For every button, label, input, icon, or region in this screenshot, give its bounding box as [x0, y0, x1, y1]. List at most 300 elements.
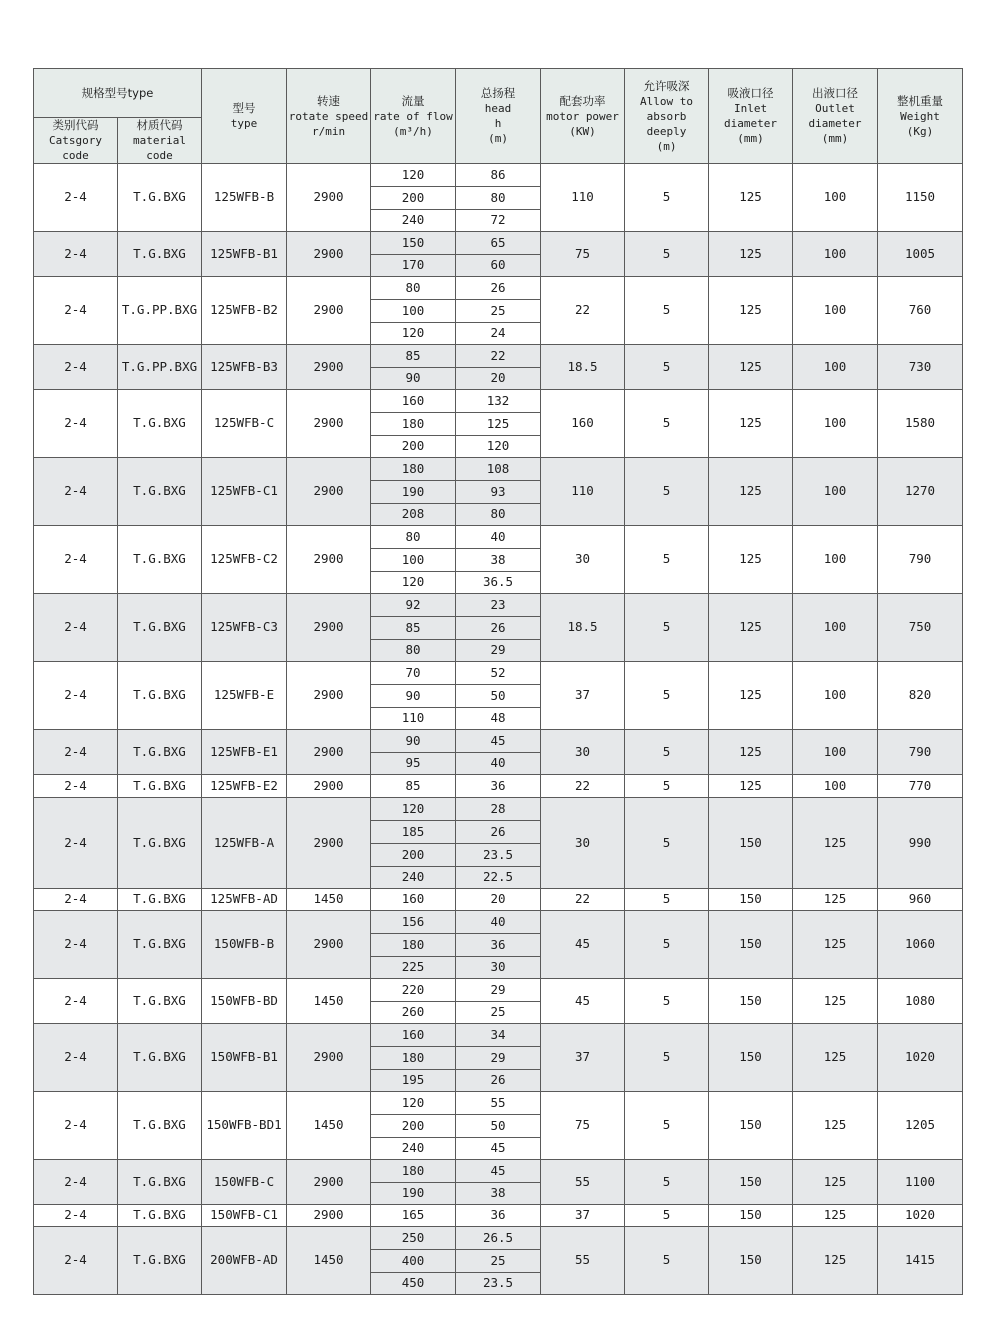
outlet-cell: 125: [793, 1205, 878, 1227]
suction-cell: 5: [625, 594, 709, 662]
model-cell: 200WFB-AD: [202, 1227, 287, 1295]
category-cell: 2-4: [34, 889, 118, 911]
outlet-cell: 100: [793, 277, 878, 345]
inlet-cell: 125: [709, 277, 793, 345]
head-cell: 38: [456, 1183, 541, 1205]
category-cell: 2-4: [34, 1024, 118, 1092]
category-cell: 2-4: [34, 798, 118, 889]
table-row: [34, 1092, 963, 1115]
flow-cell: 80: [371, 640, 456, 662]
table-row: [34, 345, 963, 368]
outlet-cell: 100: [793, 345, 878, 390]
model-cell: 125WFB-C2: [202, 526, 287, 594]
flow-cell: 180: [371, 934, 456, 957]
flow-cell: 90: [371, 368, 456, 390]
power-cell: 37: [541, 1024, 625, 1092]
head-cell: 23.5: [456, 844, 541, 867]
flow-cell: 120: [371, 798, 456, 821]
flow-cell: 180: [371, 1160, 456, 1183]
inlet-cell: 150: [709, 1092, 793, 1160]
flow-cell: 156: [371, 911, 456, 934]
speed-cell: 2900: [287, 526, 371, 594]
speed-cell: 2900: [287, 390, 371, 458]
head-cell: 86: [456, 164, 541, 187]
model-cell: 150WFB-B1: [202, 1024, 287, 1092]
flow-cell: 160: [371, 390, 456, 413]
model-cell: 125WFB-B: [202, 164, 287, 232]
category-cell: 2-4: [34, 730, 118, 775]
power-cell: 22: [541, 775, 625, 798]
speed-cell: 2900: [287, 458, 371, 526]
outlet-cell: 125: [793, 1227, 878, 1295]
head-cell: 108: [456, 458, 541, 481]
flow-cell: 260: [371, 1002, 456, 1024]
material-cell: T.G.BXG: [118, 889, 202, 911]
suction-cell: 5: [625, 1205, 709, 1227]
inlet-cell: 125: [709, 526, 793, 594]
head-cell: 36: [456, 934, 541, 957]
power-cell: 30: [541, 526, 625, 594]
inlet-cell: 150: [709, 889, 793, 911]
speed-cell: 1450: [287, 889, 371, 911]
material-cell: T.G.BXG: [118, 232, 202, 277]
table-row: [34, 232, 963, 255]
weight-cell: 1100: [878, 1160, 963, 1205]
flow-cell: 240: [371, 210, 456, 232]
flow-cell: 120: [371, 164, 456, 187]
inlet-cell: 150: [709, 1205, 793, 1227]
inlet-cell: 150: [709, 1160, 793, 1205]
flow-cell: 200: [371, 436, 456, 458]
material-cell: T.G.BXG: [118, 458, 202, 526]
flow-cell: 180: [371, 1047, 456, 1070]
table-row: [34, 458, 963, 481]
head-cell: 29: [456, 1047, 541, 1070]
head-cell: 80: [456, 187, 541, 210]
table-body: [34, 164, 963, 1295]
power-cell: 18.5: [541, 345, 625, 390]
speed-cell: 2900: [287, 164, 371, 232]
speed-cell: 2900: [287, 730, 371, 775]
material-cell: T.G.BXG: [118, 1024, 202, 1092]
inlet-cell: 125: [709, 345, 793, 390]
head-cell: 25: [456, 1002, 541, 1024]
speed-cell: 2900: [287, 594, 371, 662]
model-cell: 125WFB-AD: [202, 889, 287, 911]
speed-cell: 1450: [287, 1092, 371, 1160]
material-cell: T.G.BXG: [118, 730, 202, 775]
weight-cell: 1020: [878, 1024, 963, 1092]
header-suction: 允许吸深 Allow to absorb deeply (m): [625, 69, 709, 164]
material-cell: T.G.BXG: [118, 526, 202, 594]
outlet-cell: 100: [793, 458, 878, 526]
flow-cell: 165: [371, 1205, 456, 1227]
speed-cell: 1450: [287, 979, 371, 1024]
category-cell: 2-4: [34, 345, 118, 390]
flow-cell: 90: [371, 685, 456, 708]
head-cell: 20: [456, 368, 541, 390]
flow-cell: 170: [371, 255, 456, 277]
head-cell: 55: [456, 1092, 541, 1115]
suction-cell: 5: [625, 889, 709, 911]
suction-cell: 5: [625, 164, 709, 232]
power-cell: 110: [541, 164, 625, 232]
inlet-cell: 150: [709, 911, 793, 979]
head-cell: 25: [456, 300, 541, 323]
flow-cell: 70: [371, 662, 456, 685]
material-cell: T.G.BXG: [118, 775, 202, 798]
flow-cell: 190: [371, 481, 456, 504]
weight-cell: 1150: [878, 164, 963, 232]
suction-cell: 5: [625, 1227, 709, 1295]
outlet-cell: 100: [793, 526, 878, 594]
head-cell: 29: [456, 640, 541, 662]
outlet-cell: 100: [793, 390, 878, 458]
table-row: [34, 1024, 963, 1047]
material-cell: T.G.PP.BXG: [118, 277, 202, 345]
category-cell: 2-4: [34, 277, 118, 345]
material-cell: T.G.BXG: [118, 911, 202, 979]
weight-cell: 1415: [878, 1227, 963, 1295]
power-cell: 22: [541, 889, 625, 911]
power-cell: 55: [541, 1160, 625, 1205]
suction-cell: 5: [625, 232, 709, 277]
header-spec-group: 规格型号type: [34, 69, 202, 118]
head-cell: 40: [456, 526, 541, 549]
outlet-cell: 125: [793, 1160, 878, 1205]
flow-cell: 85: [371, 345, 456, 368]
power-cell: 75: [541, 1092, 625, 1160]
model-cell: 125WFB-B2: [202, 277, 287, 345]
head-cell: 80: [456, 504, 541, 526]
weight-cell: 1020: [878, 1205, 963, 1227]
head-cell: 45: [456, 1160, 541, 1183]
flow-cell: 110: [371, 708, 456, 730]
speed-cell: 2900: [287, 345, 371, 390]
speed-cell: 2900: [287, 662, 371, 730]
flow-cell: 95: [371, 753, 456, 775]
table-row: [34, 164, 963, 187]
material-cell: T.G.BXG: [118, 979, 202, 1024]
weight-cell: 990: [878, 798, 963, 889]
category-cell: 2-4: [34, 775, 118, 798]
head-cell: 30: [456, 957, 541, 979]
flow-cell: 180: [371, 458, 456, 481]
model-cell: 125WFB-A: [202, 798, 287, 889]
suction-cell: 5: [625, 390, 709, 458]
inlet-cell: 125: [709, 458, 793, 526]
head-cell: 38: [456, 549, 541, 572]
category-cell: 2-4: [34, 390, 118, 458]
weight-cell: 790: [878, 526, 963, 594]
flow-cell: 220: [371, 979, 456, 1002]
model-cell: 125WFB-C1: [202, 458, 287, 526]
flow-cell: 190: [371, 1183, 456, 1205]
category-cell: 2-4: [34, 594, 118, 662]
model-cell: 150WFB-B: [202, 911, 287, 979]
head-cell: 22.5: [456, 867, 541, 889]
flow-cell: 250: [371, 1227, 456, 1250]
table-row: [34, 594, 963, 617]
suction-cell: 5: [625, 911, 709, 979]
flow-cell: 80: [371, 277, 456, 300]
speed-cell: 2900: [287, 1160, 371, 1205]
table-row: [34, 526, 963, 549]
category-cell: 2-4: [34, 1205, 118, 1227]
inlet-cell: 125: [709, 594, 793, 662]
category-cell: 2-4: [34, 232, 118, 277]
outlet-cell: 125: [793, 889, 878, 911]
head-cell: 36: [456, 1205, 541, 1227]
table-row: [34, 1205, 963, 1227]
material-cell: T.G.BXG: [118, 164, 202, 232]
head-cell: 125: [456, 413, 541, 436]
table-row: [34, 798, 963, 821]
category-cell: 2-4: [34, 662, 118, 730]
power-cell: 110: [541, 458, 625, 526]
spec-table: [33, 68, 963, 1295]
power-cell: 55: [541, 1227, 625, 1295]
flow-cell: 160: [371, 889, 456, 911]
suction-cell: 5: [625, 1092, 709, 1160]
power-cell: 30: [541, 730, 625, 775]
material-cell: T.G.BXG: [118, 1227, 202, 1295]
head-cell: 34: [456, 1024, 541, 1047]
suction-cell: 5: [625, 798, 709, 889]
flow-cell: 85: [371, 617, 456, 640]
flow-cell: 200: [371, 1115, 456, 1138]
speed-cell: 1450: [287, 1227, 371, 1295]
suction-cell: 5: [625, 1160, 709, 1205]
outlet-cell: 100: [793, 775, 878, 798]
head-cell: 36: [456, 775, 541, 798]
head-cell: 26.5: [456, 1227, 541, 1250]
power-cell: 160: [541, 390, 625, 458]
weight-cell: 730: [878, 345, 963, 390]
power-cell: 22: [541, 277, 625, 345]
table-row: [34, 775, 963, 798]
head-cell: 25: [456, 1250, 541, 1273]
outlet-cell: 100: [793, 730, 878, 775]
weight-cell: 1205: [878, 1092, 963, 1160]
material-cell: T.G.BXG: [118, 1092, 202, 1160]
head-cell: 65: [456, 232, 541, 255]
power-cell: 30: [541, 798, 625, 889]
flow-cell: 92: [371, 594, 456, 617]
table-row: [34, 1160, 963, 1183]
weight-cell: 820: [878, 662, 963, 730]
flow-cell: 180: [371, 413, 456, 436]
suction-cell: 5: [625, 458, 709, 526]
flow-cell: 225: [371, 957, 456, 979]
suction-cell: 5: [625, 775, 709, 798]
model-cell: 150WFB-BD1: [202, 1092, 287, 1160]
material-cell: T.G.BXG: [118, 798, 202, 889]
category-cell: 2-4: [34, 1227, 118, 1295]
head-cell: 26: [456, 617, 541, 640]
flow-cell: 160: [371, 1024, 456, 1047]
flow-cell: 120: [371, 323, 456, 345]
inlet-cell: 125: [709, 164, 793, 232]
head-cell: 22: [456, 345, 541, 368]
model-cell: 125WFB-E2: [202, 775, 287, 798]
weight-cell: 760: [878, 277, 963, 345]
head-cell: 72: [456, 210, 541, 232]
speed-cell: 2900: [287, 775, 371, 798]
power-cell: 75: [541, 232, 625, 277]
head-cell: 36.5: [456, 572, 541, 594]
head-cell: 50: [456, 1115, 541, 1138]
weight-cell: 770: [878, 775, 963, 798]
suction-cell: 5: [625, 662, 709, 730]
category-cell: 2-4: [34, 911, 118, 979]
inlet-cell: 125: [709, 662, 793, 730]
speed-cell: 2900: [287, 232, 371, 277]
flow-cell: 185: [371, 821, 456, 844]
model-cell: 150WFB-C1: [202, 1205, 287, 1227]
head-cell: 28: [456, 798, 541, 821]
suction-cell: 5: [625, 345, 709, 390]
head-cell: 60: [456, 255, 541, 277]
flow-cell: 100: [371, 549, 456, 572]
model-cell: 125WFB-E: [202, 662, 287, 730]
header-speed: 转速 rotate speed r/min: [287, 69, 371, 164]
material-cell: T.G.BXG: [118, 1160, 202, 1205]
power-cell: 45: [541, 911, 625, 979]
table-header: [34, 69, 963, 164]
suction-cell: 5: [625, 979, 709, 1024]
outlet-cell: 125: [793, 1024, 878, 1092]
power-cell: 45: [541, 979, 625, 1024]
flow-cell: 150: [371, 232, 456, 255]
material-cell: T.G.PP.BXG: [118, 345, 202, 390]
weight-cell: 1580: [878, 390, 963, 458]
outlet-cell: 125: [793, 1092, 878, 1160]
weight-cell: 750: [878, 594, 963, 662]
head-cell: 50: [456, 685, 541, 708]
head-cell: 132: [456, 390, 541, 413]
table-row: [34, 889, 963, 911]
flow-cell: 240: [371, 1138, 456, 1160]
outlet-cell: 100: [793, 164, 878, 232]
flow-cell: 200: [371, 844, 456, 867]
header-power: 配套功率 motor power (KW): [541, 69, 625, 164]
head-cell: 26: [456, 1070, 541, 1092]
header-model: 型号 type: [202, 69, 287, 164]
material-cell: T.G.BXG: [118, 594, 202, 662]
table-row: [34, 730, 963, 753]
head-cell: 40: [456, 911, 541, 934]
category-cell: 2-4: [34, 458, 118, 526]
material-cell: T.G.BXG: [118, 662, 202, 730]
inlet-cell: 150: [709, 1227, 793, 1295]
header-weight: 整机重量 Weight (Kg): [878, 69, 963, 164]
flow-cell: 240: [371, 867, 456, 889]
speed-cell: 2900: [287, 1205, 371, 1227]
category-cell: 2-4: [34, 526, 118, 594]
power-cell: 37: [541, 1205, 625, 1227]
head-cell: 45: [456, 1138, 541, 1160]
head-cell: 48: [456, 708, 541, 730]
flow-cell: 100: [371, 300, 456, 323]
header-head: 总扬程 head h (m): [456, 69, 541, 164]
inlet-cell: 150: [709, 1024, 793, 1092]
outlet-cell: 100: [793, 594, 878, 662]
header-material: 材质代码 material code: [118, 118, 202, 164]
flow-cell: 208: [371, 504, 456, 526]
inlet-cell: 125: [709, 232, 793, 277]
head-cell: 120: [456, 436, 541, 458]
inlet-cell: 150: [709, 798, 793, 889]
header-inlet: 吸液口径 Inlet diameter (mm): [709, 69, 793, 164]
outlet-cell: 100: [793, 232, 878, 277]
table-row: [34, 390, 963, 413]
flow-cell: 85: [371, 775, 456, 798]
weight-cell: 1005: [878, 232, 963, 277]
head-cell: 45: [456, 730, 541, 753]
head-cell: 20: [456, 889, 541, 911]
weight-cell: 1270: [878, 458, 963, 526]
material-cell: T.G.BXG: [118, 390, 202, 458]
head-cell: 40: [456, 753, 541, 775]
flow-cell: 120: [371, 1092, 456, 1115]
head-cell: 93: [456, 481, 541, 504]
head-cell: 24: [456, 323, 541, 345]
category-cell: 2-4: [34, 164, 118, 232]
material-cell: T.G.BXG: [118, 1205, 202, 1227]
model-cell: 150WFB-C: [202, 1160, 287, 1205]
head-cell: 26: [456, 821, 541, 844]
inlet-cell: 125: [709, 730, 793, 775]
speed-cell: 2900: [287, 277, 371, 345]
head-cell: 26: [456, 277, 541, 300]
flow-cell: 450: [371, 1273, 456, 1295]
model-cell: 125WFB-B1: [202, 232, 287, 277]
suction-cell: 5: [625, 730, 709, 775]
suction-cell: 5: [625, 1024, 709, 1092]
table-row: [34, 911, 963, 934]
speed-cell: 2900: [287, 798, 371, 889]
outlet-cell: 125: [793, 798, 878, 889]
head-cell: 23: [456, 594, 541, 617]
category-cell: 2-4: [34, 979, 118, 1024]
flow-cell: 80: [371, 526, 456, 549]
inlet-cell: 150: [709, 979, 793, 1024]
header-outlet: 出液口径 Outlet diameter (mm): [793, 69, 878, 164]
outlet-cell: 125: [793, 911, 878, 979]
flow-cell: 200: [371, 187, 456, 210]
model-cell: 125WFB-E1: [202, 730, 287, 775]
outlet-cell: 125: [793, 979, 878, 1024]
power-cell: 37: [541, 662, 625, 730]
table-row: [34, 1227, 963, 1250]
suction-cell: 5: [625, 526, 709, 594]
model-cell: 125WFB-C: [202, 390, 287, 458]
category-cell: 2-4: [34, 1160, 118, 1205]
weight-cell: 1080: [878, 979, 963, 1024]
outlet-cell: 100: [793, 662, 878, 730]
speed-cell: 2900: [287, 1024, 371, 1092]
inlet-cell: 125: [709, 775, 793, 798]
inlet-cell: 125: [709, 390, 793, 458]
head-cell: 52: [456, 662, 541, 685]
weight-cell: 790: [878, 730, 963, 775]
model-cell: 125WFB-C3: [202, 594, 287, 662]
model-cell: 150WFB-BD: [202, 979, 287, 1024]
weight-cell: 960: [878, 889, 963, 911]
flow-cell: 120: [371, 572, 456, 594]
weight-cell: 1060: [878, 911, 963, 979]
